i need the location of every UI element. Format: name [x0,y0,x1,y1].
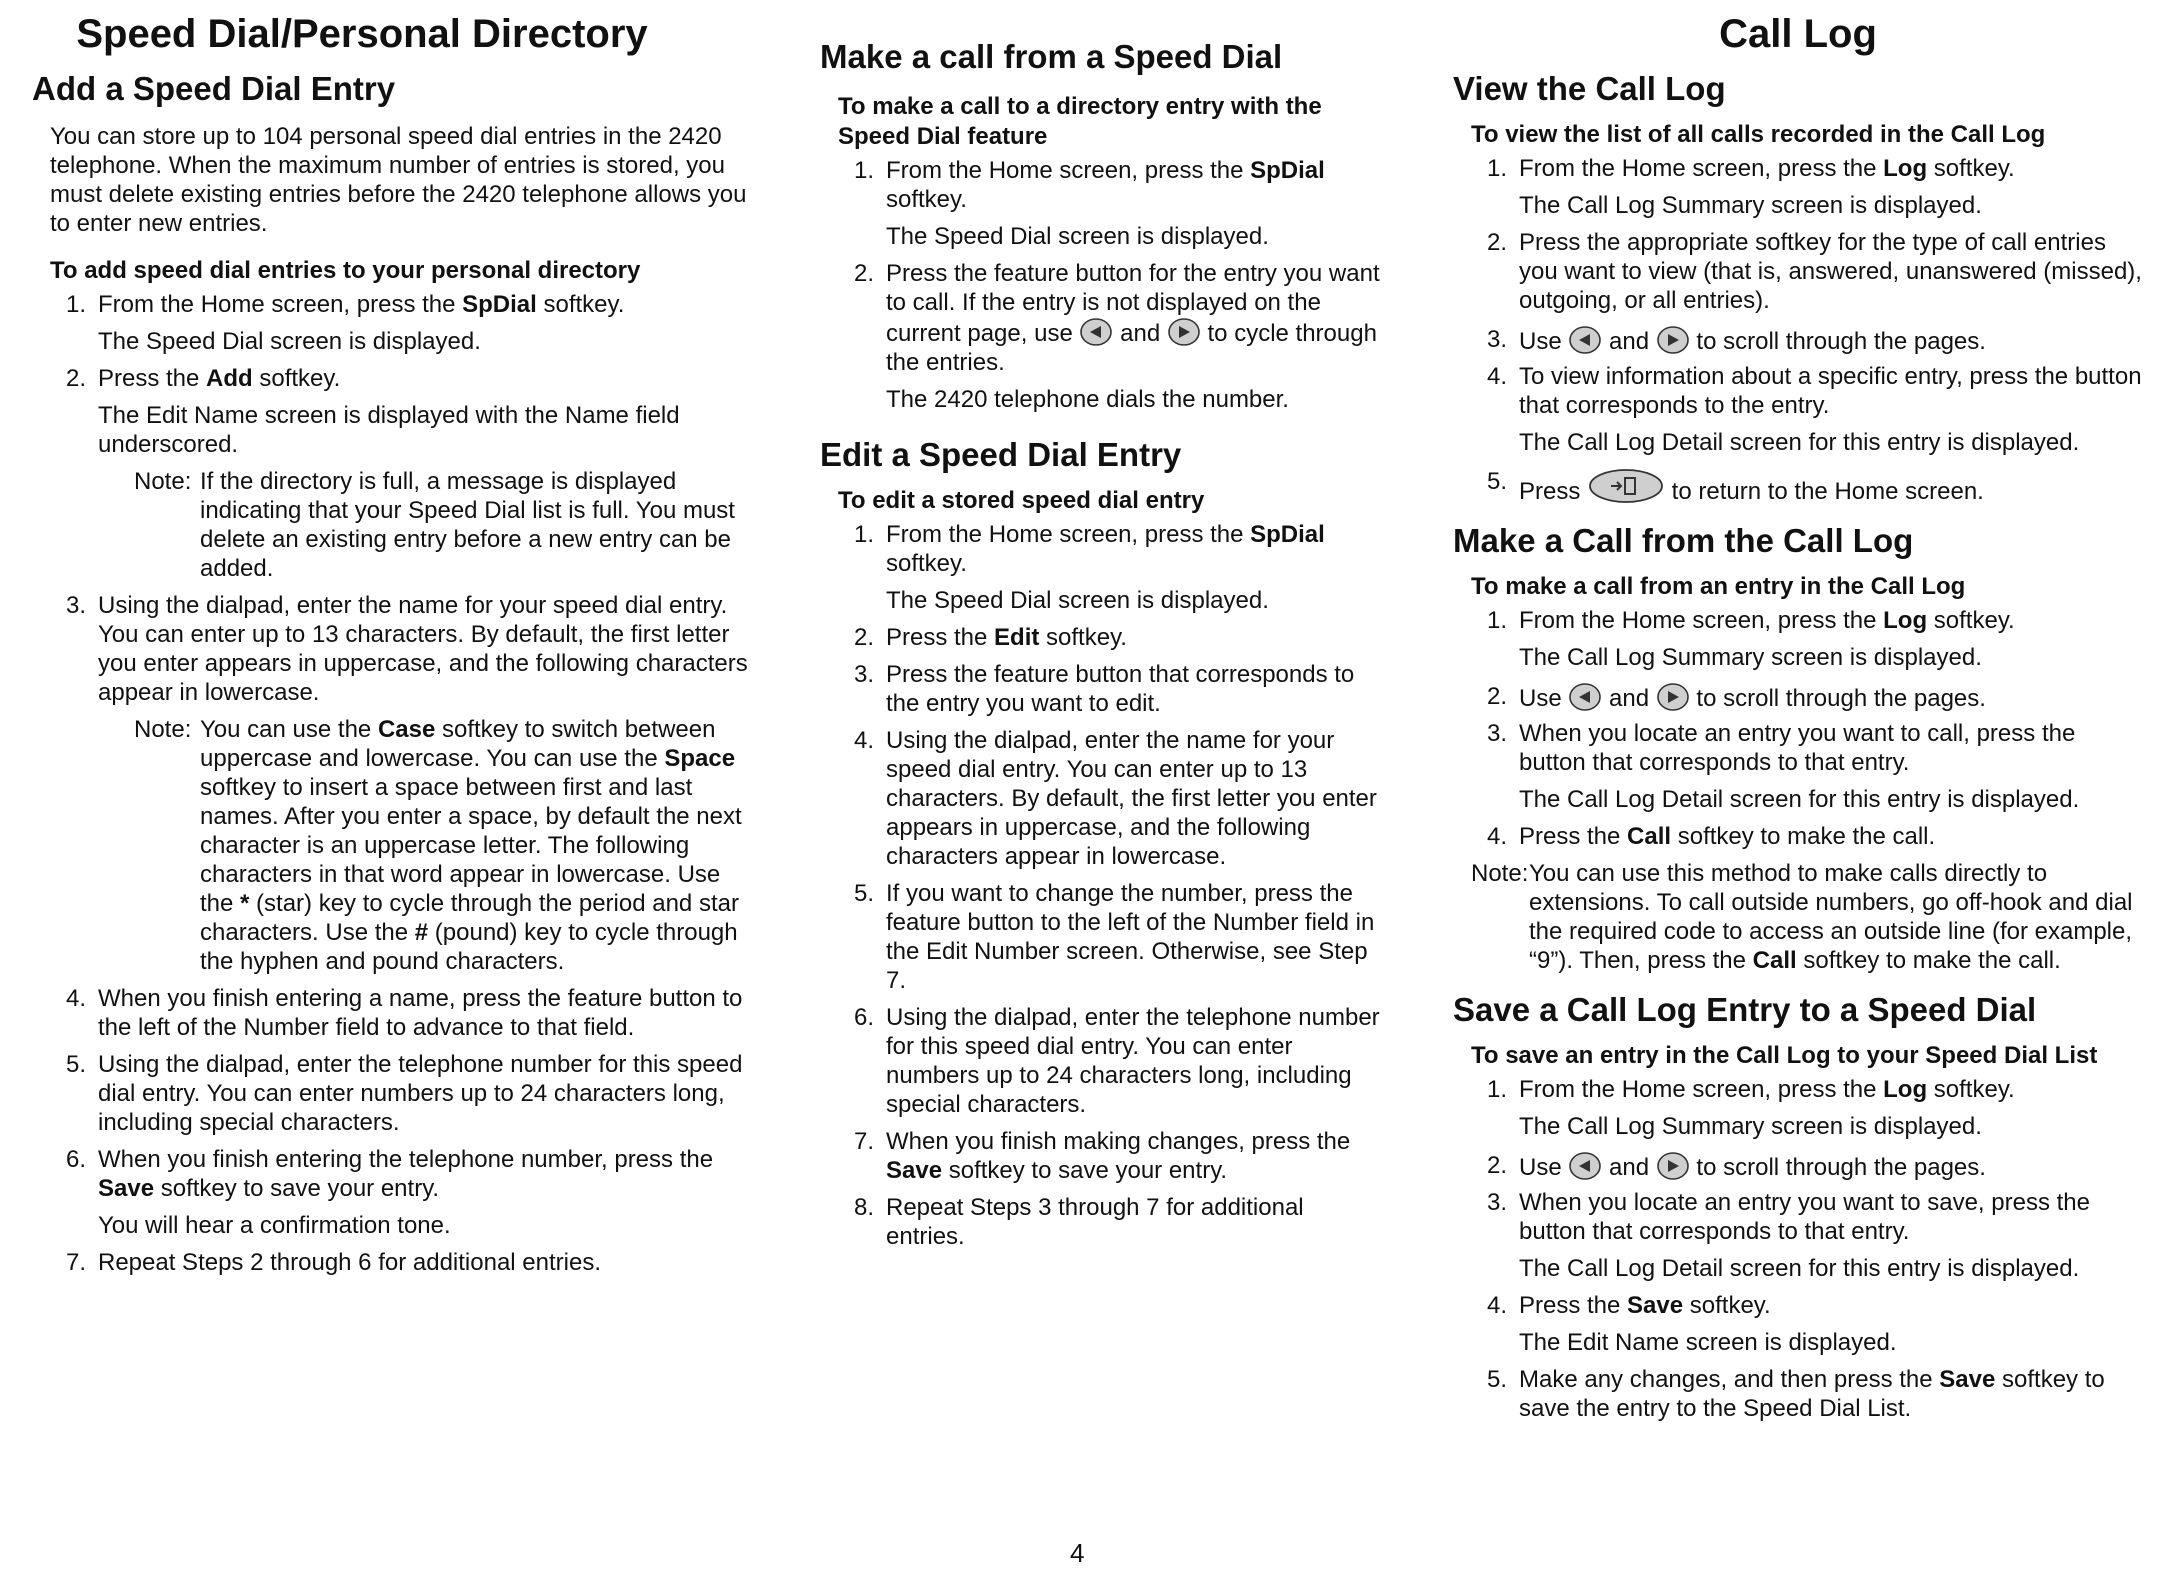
view-step-5: 5. Press to return to the Home screen. [1487,468,1984,505]
heading-make-call-speed-dial: Make a call from a Speed Dial [820,38,1283,75]
step-1: 1. From the Home screen, press the SpDial softkey. [66,291,625,318]
procedure-save-heading: To save an entry in the Call Log to your Speed Dial List [1471,1042,2098,1069]
make-step-4: 4. Press the Call softkey to make the call. [1487,823,1936,850]
make-step-3-result: The Call Log Detail screen for this entry is displayed. [1519,786,2080,813]
save-step-1: 1. From the Home screen, press the Log softkey. [1487,1076,2015,1103]
heading-edit-speed-dial: Edit a Speed Dial Entry [820,436,1182,473]
left-arrow-icon [1568,325,1602,355]
column-speed-dial-calls [820,0,1380,1251]
call-step-1: 1. From the Home screen, press the SpDial softkey. [854,157,1325,213]
make-step-1-result: The Call Log Summary screen is displayed. [1519,644,1982,671]
right-arrow-icon [1656,682,1690,712]
procedure-add-heading: To add speed dial entries to your personal directory [50,257,641,284]
save-step-4-result: The Edit Name screen is displayed. [1519,1329,1897,1356]
heading-view-call-log: View the Call Log [1453,70,1726,107]
note-directory-full: Note: If the directory is full, a message is displayed indicating that your Speed Dial list is full. You must delete an existing entry before a new entry can be added. [134,468,735,582]
intro-paragraph: You can store up to 104 personal speed dial entries in the 2420 telephone. When the maximum number of entries is stored, you must delete existing entries before the 2420 telephone allows you to enter new entries. [50,123,747,237]
heading-add-speed-dial: Add a Speed Dial Entry [32,70,396,107]
call-step-1-result: The Speed Dial screen is displayed. [886,223,1269,250]
step-3: 3. Using the dialpad, enter the name for your speed dial entry. You can enter up to 13 characters. By default, the first letter you enter appears in uppercase, and the following characters appear in lowercase. [66,592,748,706]
save-step-5: 5. Make any changes, and then press the Save softkey to save the entry to the Speed Dial List. [1487,1366,2105,1422]
view-step-2: 2. Press the appropriate softkey for the type of call entries you want to view (that is, answered, unanswered (missed), outgoing, or all entries). [1487,229,2142,314]
edit-step-2: 2. Press the Edit softkey. [854,624,1127,651]
make-step-3: 3. When you locate an entry you want to call, press the button that corresponds to that entry. [1487,720,2076,776]
home-key-icon [1587,467,1665,505]
right-arrow-icon [1656,325,1690,355]
view-step-3: 3. Use and to scroll through the pages. [1487,326,1986,355]
edit-step-7: 7. When you finish making changes, press the Save softkey to save your entry. [854,1128,1351,1184]
view-step-4-result: The Call Log Detail screen for this entry is displayed. [1519,429,2080,456]
make-step-2: 2. Use and to scroll through the pages. [1487,683,1986,712]
page-number: 4 [1070,1538,1085,1568]
view-step-1-result: The Call Log Summary screen is displayed. [1519,192,1982,219]
call-step-2: 2. Press the feature button for the entry you want to call. If the entry is not displayed on the current page, use and to cycle through the entries. [854,260,1380,376]
step-1-result: The Speed Dial screen is displayed. [98,328,481,355]
left-arrow-icon [1568,682,1602,712]
step-7: 7. Repeat Steps 2 through 6 for additional entries. [66,1249,601,1276]
save-step-4: 4. Press the Save softkey. [1487,1292,1771,1319]
edit-step-3: 3. Press the feature button that corresponds to the entry you want to edit. [854,661,1355,717]
step-6-result: You will hear a confirmation tone. [98,1212,451,1239]
step-5: 5. Using the dialpad, enter the telephone number for this speed dial entry. You can enter numbers up to 24 characters long, including special characters. [66,1051,743,1136]
view-step-1: 1. From the Home screen, press the Log softkey. [1487,155,2015,182]
left-arrow-icon [1079,317,1113,347]
edit-step-6: 6. Using the dialpad, enter the telephone number for this speed dial entry. You can enter numbers up to 24 characters long, including special characters. [854,1004,1380,1118]
heading-save-call-log: Save a Call Log Entry to a Speed Dial [1453,991,2037,1028]
step-2: 2. Press the Add softkey. [66,365,341,392]
column-speed-dial-directory [32,0,752,1277]
heading-make-call-log: Make a Call from the Call Log [1453,522,1914,559]
step-4: 4. When you finish entering a name, press the feature button to the left of the Number field to advance to that field. [66,985,743,1041]
edit-step-8: 8. Repeat Steps 3 through 7 for additional entries. [854,1194,1304,1250]
save-step-2: 2. Use and to scroll through the pages. [1487,1152,1986,1181]
save-step-1-result: The Call Log Summary screen is displayed. [1519,1113,1982,1140]
column-call-log [1453,0,2143,1423]
section-title-speed-dial: Speed Dial/Personal Directory [76,12,648,56]
section-title-call-log: Call Log [1719,12,1877,56]
view-step-4: 4. To view information about a specific entry, press the button that corresponds to the entry. [1487,363,2142,419]
procedure-make-call-heading: To make a call from an entry in the Call Log [1471,573,1966,600]
save-step-3: 3. When you locate an entry you want to save, press the button that corresponds to that entry. [1487,1189,2090,1245]
edit-step-4: 4. Using the dialpad, enter the name for your speed dial entry. You can enter up to 13 characters. By default, the first letter you enter appears in uppercase, and the following characters appear in lowercase. [854,727,1377,870]
right-arrow-icon [1167,317,1201,347]
step-6: 6. When you finish entering the telephone number, press the Save softkey to save your entry. [66,1146,714,1202]
procedure-view-heading: To view the list of all calls recorded in the Call Log [1471,121,2046,148]
right-arrow-icon [1656,1151,1690,1181]
step-2-result: The Edit Name screen is displayed with the Name field underscored. [98,402,680,458]
call-step-2-result: The 2420 telephone dials the number. [886,386,1289,413]
procedure-call-heading: To make a call to a directory entry with the Speed Dial feature [838,93,1322,150]
edit-step-1-result: The Speed Dial screen is displayed. [886,587,1269,614]
left-arrow-icon [1568,1151,1602,1181]
note-case-space: Note: You can use the Case softkey to switch between uppercase and lowercase. You can use the Space softkey to insert a space between first and last names. After you enter a space, by default the next character is an uppercase letter. The following characters in that word appear in lowercase. Use the * (star) key to cycle through the period and star characters. Use the # (pound) key to cycle through the hyphen and pound characters. [134,716,742,975]
edit-step-1: 1. From the Home screen, press the SpDial softkey. [854,521,1325,577]
edit-step-5: 5. If you want to change the number, press the feature button to the left of the Number field in the Edit Number screen. Otherwise, see Step 7. [854,880,1375,994]
save-step-3-result: The Call Log Detail screen for this entry is displayed. [1519,1255,2080,1282]
procedure-edit-heading: To edit a stored speed dial entry [838,487,1205,514]
make-step-1: 1. From the Home screen, press the Log softkey. [1487,607,2015,634]
note-call-log: Note: You can use this method to make calls directly to extensions. To call outside numbers, go off-hook and dial the required code to access an outside line (for example, “9”). Then, press the Call softkey to make the call. [1471,860,2133,974]
